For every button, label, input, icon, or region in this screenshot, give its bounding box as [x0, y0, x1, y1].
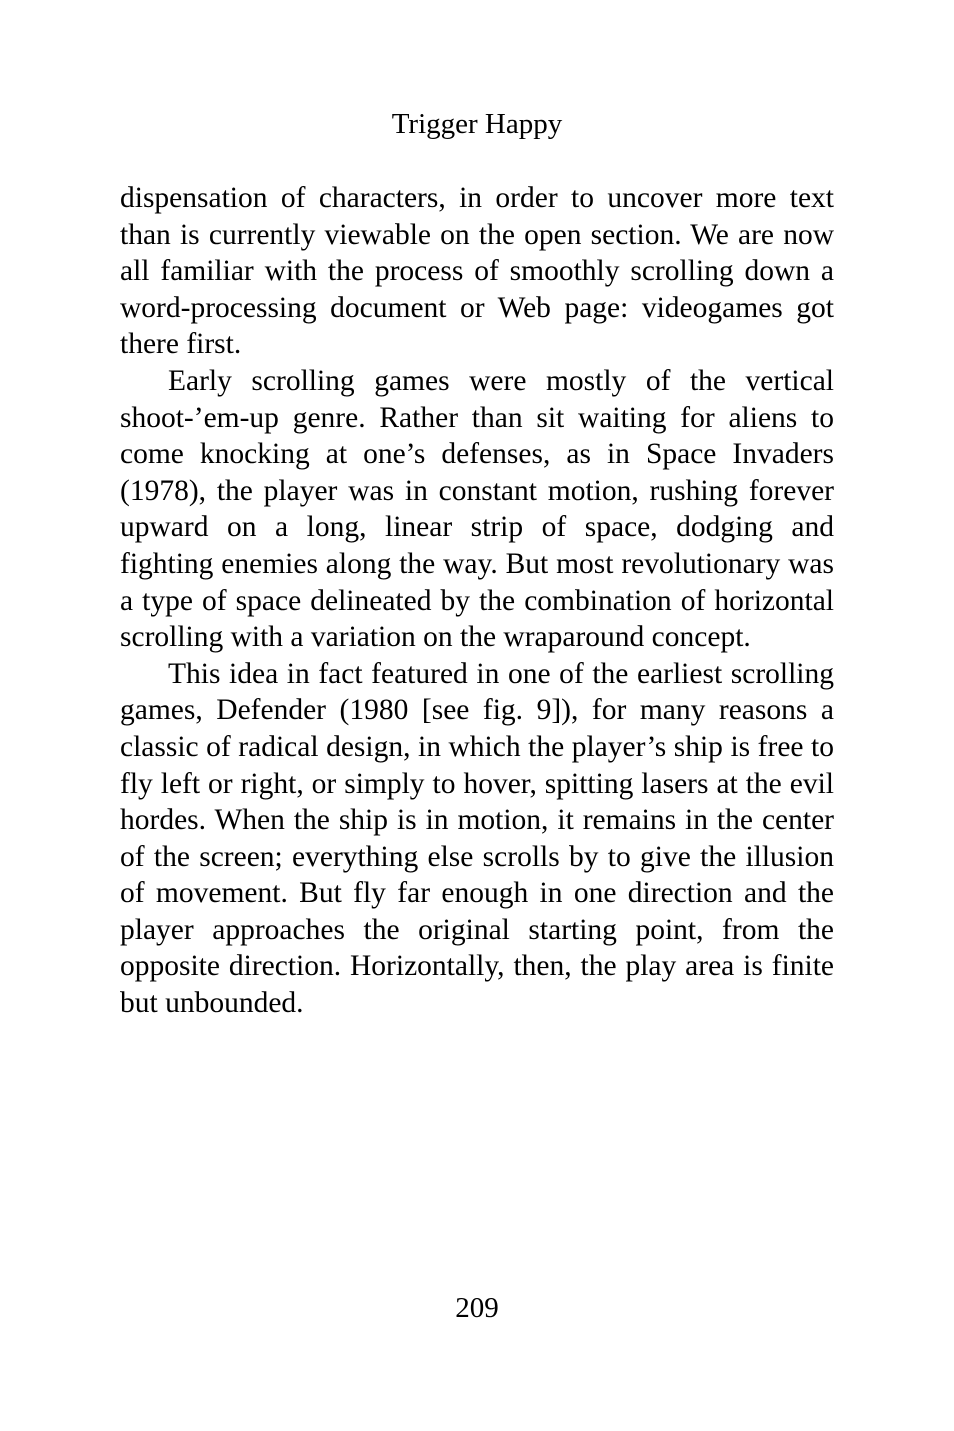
page-number: 209 [455, 1292, 499, 1324]
paragraph-defender: This idea in fact featured in one of the earliest scrolling games, Defender (1980 [see fig. 9]), for many reasons a classic of radical design, in which the player’s ship is free to fly left or right, or simply to hover, spitting lasers at the evil hordes. When the ship is in motion, it remains in the center of the screen; everything else scrolls by to give the illusion of movement. But fly far enough in one direction and the player approaches the original starting point, from the opposite direction. Horizontally, then, the play area is finite but unbounded. [120, 657, 834, 1020]
paragraph-vertical-shooters: Early scrolling games were mostly of the vertical shoot-’em-up genre. Rather than sit waiting for aliens to come knocking at one’s defenses, as in Space Invaders (1978), the player was in constant motion, rushing forever upward on a long, linear strip of space, dodging and fighting enemies along the way. But most revolutionary was a type of space delineated by the combination of horizontal scrolling with a variation on the wraparound concept. [120, 364, 834, 654]
body-text [120, 180, 834, 1022]
running-title: Trigger Happy [391, 108, 563, 140]
paragraph-continued: dispensation of characters, in order to uncover more text than is currently viewable on the open section. We are now all familiar with the process of smoothly scrolling down a word-processing document or Web page: videogames got there first. [120, 182, 834, 361]
